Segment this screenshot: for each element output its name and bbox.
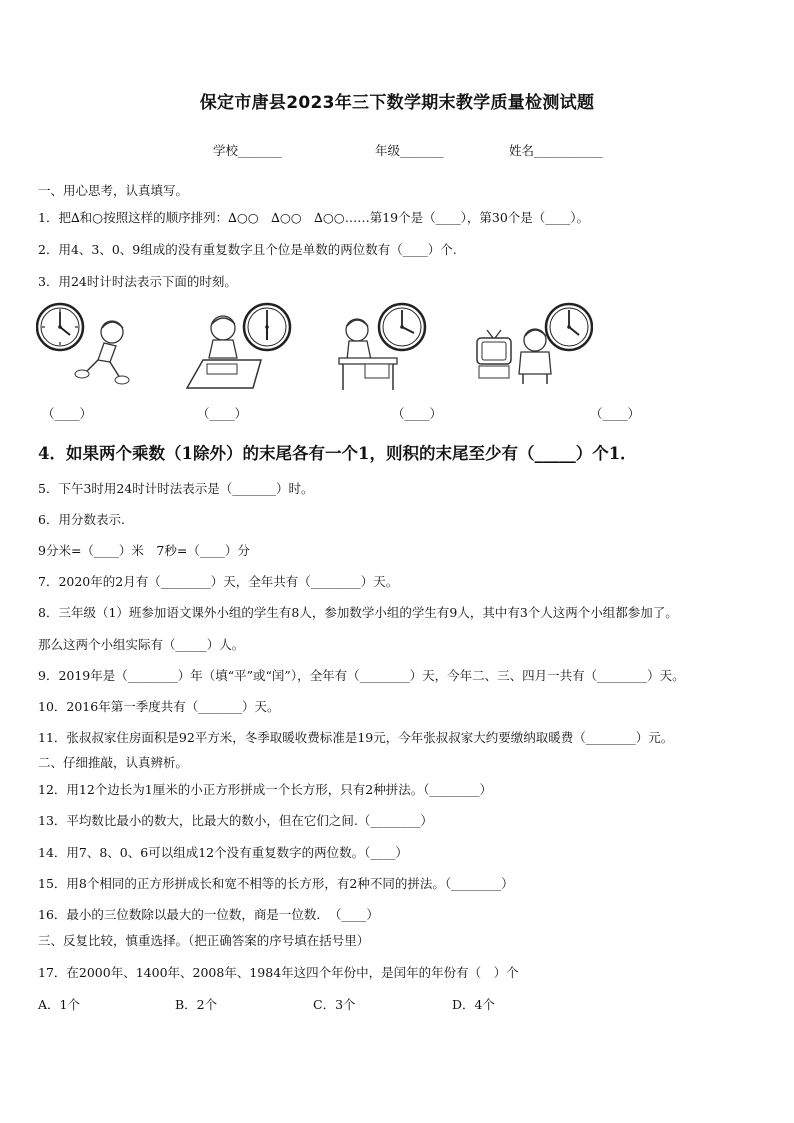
grade-field: 年级_______ <box>375 143 444 158</box>
question-4: 4．如果两个乘数（1除外）的末尾各有一个1，则积的末尾至少有（_____）个1． <box>38 444 637 463</box>
q3-blank-2: （____） <box>197 406 248 421</box>
q3-blank-4: （____） <box>590 406 641 421</box>
question-8-line-2: 那么这两个小组实际有（_____）人。 <box>38 637 245 652</box>
q17-option-a: A．1个 <box>38 997 80 1012</box>
question-14: 14．用7、8、0、6可以组成12个没有重复数字的两位数。（____） <box>38 845 408 860</box>
question-12: 12．用12个边长为1厘米的小正方形拼成一个长方形，只有2种拼法。（________） <box>38 782 492 797</box>
q17-option-d: D．4个 <box>452 997 495 1012</box>
question-13: 13．平均数比最小的数大，比最大的数小，但在它们之间.（________） <box>38 813 433 828</box>
q3-blank-3: （____） <box>392 406 443 421</box>
section-1-heading: 一、用心思考，认真填写。 <box>38 183 189 198</box>
clock-picture-4 <box>473 300 593 394</box>
question-17: 17．在2000年、1400年、2008年、1984年这四个年份中，是闰年的年份有（ ）个 <box>38 965 519 980</box>
question-16: 16．最小的三位数除以最大的一位数，商是一位数． （____） <box>38 907 379 922</box>
page-title: 保定市唐县2023年三下数学期末教学质量检测试题 <box>199 93 595 113</box>
question-6: 6．用分数表示. <box>38 512 125 527</box>
school-field: 学校_______ <box>213 143 282 158</box>
name-field: 姓名___________ <box>509 143 603 158</box>
question-6-line: 9分米=（____）米 7秒=（____）分 <box>38 543 250 558</box>
q17-option-b: B．2个 <box>175 997 218 1012</box>
section-2-heading: 二、仔细推敲，认真辨析。 <box>38 755 189 770</box>
clock-picture-1 <box>36 300 136 394</box>
question-7: 7．2020年的2月有（________）天，全年共有（________）天。 <box>38 574 399 589</box>
question-9: 9．2019年是（________）年（填“平”或“闰”），全年有（________）天，今年二、三、四月一共有（________）天。 <box>38 668 685 683</box>
question-11: 11．张叔叔家住房面积是92平方米，冬季取暖收费标准是19元，今年张叔叔家大约要缴纳取暖费（________）元。 <box>38 730 674 745</box>
question-3: 3．用24时计时法表示下面的时刻。 <box>38 274 237 289</box>
question-10: 10．2016年第一季度共有（_______）天。 <box>38 699 280 714</box>
question-5: 5．下午3时用24时计时法表示是（_______）时。 <box>38 481 314 496</box>
question-2: 2．用4、3、0、9组成的没有重复数字且个位是单数的两位数有（____）个. <box>38 242 457 257</box>
question-15: 15．用8个相同的正方形拼成长和宽不相等的长方形，有2种不同的拼法。（________） <box>38 876 514 891</box>
q17-option-c: C．3个 <box>313 997 356 1012</box>
q3-blank-1: （____） <box>42 406 93 421</box>
question-8-line-1: 8．三年级（1）班参加语文课外小组的学生有8人，参加数学小组的学生有9人，其中有3个人这两个小组都参加了。 <box>38 605 678 620</box>
clock-picture-3 <box>335 300 435 394</box>
clock-picture-2 <box>183 300 295 394</box>
question-1: 1．把∆和○按照这样的顺序排列：∆○○ ∆○○ ∆○○……第19个是（____），第30个是（____）。 <box>38 210 590 225</box>
section-3-heading: 三、反复比较，慎重选择。（把正确答案的序号填在括号里） <box>38 933 370 948</box>
